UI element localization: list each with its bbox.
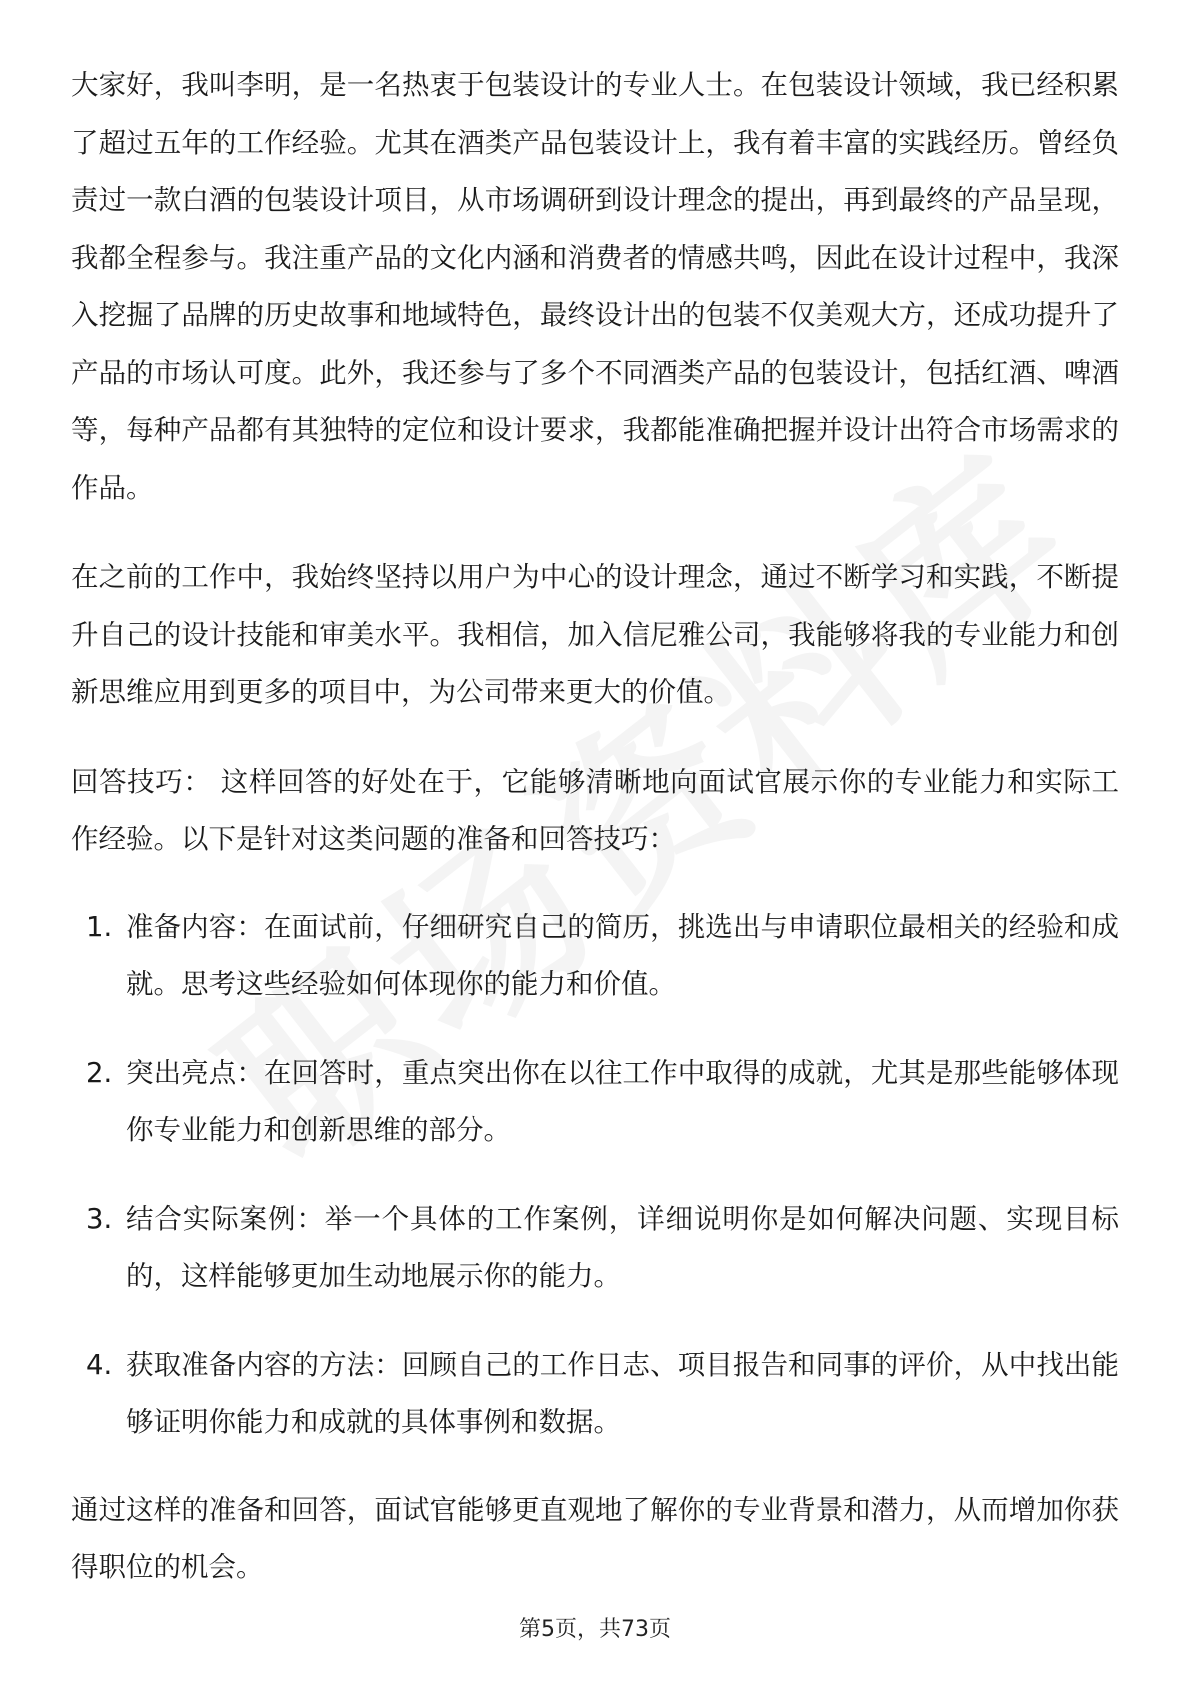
list-item-number: 4.: [86, 1348, 113, 1381]
list-item-number: 2.: [86, 1056, 113, 1089]
list-item-text: 结合实际案例：举一个具体的工作案例，详细说明你是如何解决问题、实现目标的，这样能够更加生动地展示你的能力。: [126, 1202, 1119, 1292]
page-content: [71, 57, 1119, 1597]
list-item-number: 1.: [86, 910, 113, 943]
experience-paragraph: 在之前的工作中，我始终坚持以用户为中心的设计理念，通过不断学习和实践，不断提升自己的设计技能和审美水平。我相信，加入信尼雅公司，我能够将我的专业能力和创新思维应用到更多的项目中，为公司带来更大的价值。: [71, 561, 1119, 708]
list-item: [71, 899, 1119, 1014]
tips-intro-paragraph: 回答技巧： 这样回答的好处在于，它能够清晰地向面试官展示你的专业能力和实际工作经验。以下是针对这类问题的准备和回答技巧：: [71, 765, 1119, 855]
list-item-number: 3.: [86, 1202, 113, 1235]
tips-list: [71, 899, 1119, 1452]
list-item: [71, 1337, 1119, 1452]
list-item-text: 准备内容：在面试前，仔细研究自己的简历，挑选出与申请职位最相关的经验和成就。思考这些经验如何体现你的能力和价值。: [126, 910, 1119, 1000]
list-item-text: 获取准备内容的方法：回顾自己的工作日志、项目报告和同事的评价，从中找出能够证明你能力和成就的具体事例和数据。: [126, 1348, 1119, 1438]
page-number-footer: 第5页，共73页: [519, 1617, 671, 1642]
list-item: [71, 1191, 1119, 1306]
list-item-text: 突出亮点：在回答时，重点突出你在以往工作中取得的成就，尤其是那些能够体现你专业能力和创新思维的部分。: [126, 1056, 1119, 1146]
list-item: [71, 1045, 1119, 1160]
closing-paragraph: 通过这样的准备和回答，面试官能够更直观地了解你的专业背景和潜力，从而增加你获得职位的机会。: [71, 1493, 1119, 1583]
intro-paragraph: 大家好，我叫李明，是一名热衷于包装设计的专业人士。在包装设计领域，我已经积累了超过五年的工作经验。尤其在酒类产品包装设计上，我有着丰富的实践经历。曾经负责过一款白酒的包装设计项目，从市场调研到设计理念的提出，再到最终的产品呈现，我都全程参与。我注重产品的文化内涵和消费者的情感共鸣，因此在设计过程中，我深入挖掘了品牌的历史故事和地域特色，最终设计出的包装不仅美观大方，还成功提升了产品的市场认可度。此外，我还参与了多个不同酒类产品的包装设计，包括红酒、啤酒等，每种产品都有其独特的定位和设计要求，我都能准确把握并设计出符合市场需求的作品。: [71, 69, 1119, 504]
